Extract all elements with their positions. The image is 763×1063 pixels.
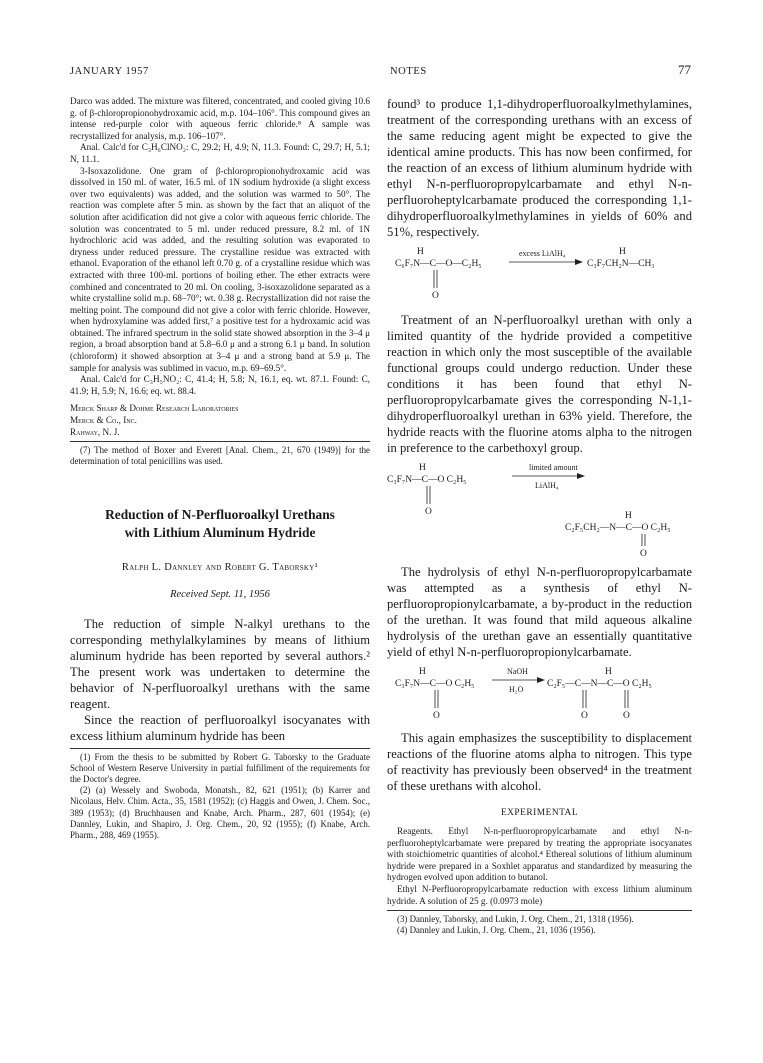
footnote-7 <box>70 445 370 467</box>
received-date: Received Sept. 11, 1956 <box>170 588 270 600</box>
running-header-section: NOTES <box>390 66 427 77</box>
eq3-reactant: C₃F₇N—C—O C₂H₅ <box>395 679 475 689</box>
footnote-4: (4) Dannley and Lukin, J. Org. Chem., 21, 1036 (1956). <box>397 925 596 936</box>
paragraph-reagents: Reagents. Ethyl N-n-perfluoropropylcarbamate and ethyl N-n-perfluoroheptylcarbamate were prepared by treating the appropriate isocyanates with stoichiometric quantities of alcohol.⁴ Ethereal solutions of lithium aluminum hydride were prepared in a Soxhlet apparatus and standardized by measuring the hydrogen evolved upon addition to butanol. <box>387 826 692 883</box>
right-column <box>387 96 692 937</box>
eq3-product-h: H <box>605 667 612 677</box>
paragraph: The hydrolysis of ethyl N-n-perfluoropropylcarbamate was attempted as a synthesis of ethyl N-perfluoropropionylcarbamate, a by-product in the reduction of the urethan. It was found that mild aqueous alkaline hydrolysis of the urethan gave an essentially quantitative yield of ethyl N-n-perfluoropropionylcarbamate. <box>387 565 692 659</box>
article-authors: Ralph L. Dannley and Robert G. Taborsky¹ <box>121 561 319 573</box>
affiliation-line: Merck Sharp & Dohme Research Laboratories <box>70 403 239 414</box>
equation-3 <box>387 664 692 726</box>
eq2-reagent-bottom: LiAlH₄ <box>535 481 559 490</box>
eq3-arrowhead <box>537 677 545 683</box>
paragraph: Since the reaction of perfluoroalkyl isocyanates with excess lithium aluminum hydride has been <box>70 712 370 743</box>
paragraph: Treatment of an N-perfluoroalkyl urethan with only a limited quantity of the hydride provided a competitive reaction in which only the most susceptible of the available functional groups could undergo reduction. Under these conditions it has been found that ethyl N-perfluoropropylcarbamate gives the corresponding N-1,1-dihydroperfluoroalkyl urethan in 63% yield. Therefore, the hydride reacts with the fluorine atoms alpha to the nitrogen in preference to the carbethoxyl group. <box>387 313 692 455</box>
footnote-3: (3) Dannley, Taborsky, and Lukin, J. Org. Chem., 21, 1318 (1956). <box>397 914 634 925</box>
equation-2 <box>387 460 692 558</box>
equation-3-figure <box>387 664 692 726</box>
body-text <box>387 96 692 240</box>
footnote-divider <box>387 910 692 911</box>
page-number: 77 <box>678 62 691 77</box>
eq1-reactant: C₆F₇N—C—O—C₂H₅ <box>395 259 482 269</box>
paragraph: Darco was added. The mixture was filtered, concentrated, and cooled giving 10.6 g. of β-chloropropionohydroxamic acid, m.p. 104–106°. This compound gives an intense red-purple color with aqueous ferric chloride.⁸ A sample was recrystallized for analysis, m.p. 106–107°. <box>70 96 370 141</box>
eq3-o: O <box>433 711 440 721</box>
eq1-arrowhead <box>575 259 583 265</box>
eq3-reagent-top: NaOH <box>507 667 528 676</box>
footnote-text: (7) The method of Boxer and Everett [Anal. Chem., 21, 670 (1949)] for the determination of total penicillins was used. <box>70 445 370 467</box>
left-column <box>70 96 370 841</box>
eq2-arrowhead <box>577 473 585 479</box>
title-line: with Lithium Aluminum Hydride <box>124 524 316 540</box>
affiliation-line: Rahway, N. J. <box>70 426 120 437</box>
footnote-divider <box>70 441 370 442</box>
equation-2-figure <box>387 460 692 558</box>
eq1-h: H <box>417 247 424 257</box>
footnote-2: (2) (a) Wessely and Swoboda, Monatsh., 82, 621 (1951); (b) Karrer and Nicolaus, Helv. Chim. Acta., 35, 1581 (1952); (c) Haggis and Owen, J. Chem. Soc., 389 (1953); (d) Bruchhausen and Knabe, Arch. Pharm., 287, 601 (1954); (e) Dannley, Lukin, and Shapiro, J. Org. Chem., 20, 92 (1955); (f) Knabe, Arch. Pharm., 288, 469 (1955). <box>70 785 370 841</box>
experimental-text <box>387 826 692 907</box>
paragraph: This again emphasizes the susceptibility to displacement reactions of the fluorine atoms alpha to nitrogen. This type of reactivity has previously been observed⁴ in the treatment of these urethans with alcohol. <box>387 731 692 793</box>
affiliation-block <box>70 403 370 438</box>
eq2-reagent-top: limited amount <box>529 463 578 472</box>
footnotes <box>70 752 370 842</box>
footnotes <box>387 914 692 936</box>
section-heading: EXPERIMENTAL <box>500 808 579 818</box>
eq2-reactant: C₃F₇N—C—O C₂H₅ <box>387 475 467 485</box>
equation-1-figure <box>387 244 692 304</box>
paragraph-reduction: Ethyl N-Perfluoropropylcarbamate reduction with excess lithium aluminum hydride. A solution of 25 g. (0.0973 mole) <box>387 883 692 906</box>
eq2-product-o: O <box>640 549 647 558</box>
eq1-o: O <box>432 291 439 301</box>
running-header-date: JANUARY 1957 <box>70 66 149 77</box>
eq3-product: C₂F₅—C—N—C—O C₂H₅ <box>547 679 652 689</box>
footnote-divider <box>70 748 370 749</box>
paragraph: The reduction of simple N-alkyl urethans to the corresponding methylalkylamines by means of lithium aluminum hydride has been reported by several authors.² The present work was undertaken to determine the behavior of N-perfluoroalkyl urethans with the same reagent. <box>70 616 370 711</box>
analysis-line: Anal. Calc'd for C₃H₅NO₂: C, 41.4; H, 5.8; N, 16.1, eq. wt. 87.1. Found: C, 41.9; H, 5.9; N, 16.6; eq. wt. 88.4. <box>70 374 370 396</box>
title-line: Reduction of N-Perfluoroalkyl Urethans <box>105 506 335 522</box>
body-text <box>387 312 692 456</box>
eq2-product: C₂F₅CH₂—N—C—O C₂H₅ <box>565 523 671 533</box>
article-title <box>70 506 370 542</box>
introduction <box>70 616 370 744</box>
analysis-line: Anal. Calc'd for C₃H₆ClNO₂: C, 29.2; H, 4.9; N, 11.3. Found: C, 29.7; H, 5.1; N, 11.1. <box>70 142 370 164</box>
eq2-o: O <box>425 507 432 517</box>
body-text <box>387 564 692 660</box>
paragraph-isoxazolidone: 3-Isoxazolidone. One gram of β-chloropropionohydroxamic acid was dissolved in 150 ml. of water, 16.5 ml. of 1N sodium hydroxide (a slight excess over two equivalents) was added, and the solution was warmed to 50°. The reaction was complete after 5 min. as shown by the fact that an aliquot of the solution after acidification did not give a color with aqueous ferric chloride. The solution was concentrated to 5 ml. under reduced pressure, 8.2 ml. of 1N hydrochloric acid was added, and the resulting solution was evaporated to dryness under reduced pressure. The crystalline residue was extracted with ethanol. Evaporation of the ethanol left 0.70 g. of a crystalline residue which was extracted with three 100-ml. portions of boiling ether. The ether extracts were combined and concentrated to 20 ml. On cooling, 3-isoxazolidone separated as a white crystalline solid m.p. 68–70°; wt. 0.38 g. Recrystallization did not raise the melting point. The compound did not give a color with ferric chloride. However, when hydroxylamine was added first,⁷ a positive test for a hydroxamic acid was obtained. The infrared spectrum in the solid state showed absorption in the 3–4 μ region, a broad absorption band at 5.8–6.0 μ and a strong 6.1 μ band. In solution (chloroform) it showed absorption at 3–4 μ and a strong band at 5.9 μ. The sample for analysis was sublimed in vacuo, m.p. 69–69.5°. <box>70 165 370 373</box>
eq3-reagent-bottom: H₂O <box>509 685 524 694</box>
body-text <box>387 730 692 794</box>
eq1-reagent: excess LiAlH₄ <box>519 249 566 258</box>
eq3-product-o2: O <box>623 711 630 721</box>
eq3-product-o1: O <box>581 711 588 721</box>
eq1-product-h: H <box>619 247 626 257</box>
eq3-h: H <box>419 667 426 677</box>
eq2-product-h: H <box>625 511 632 521</box>
paragraph: found³ to produce 1,1-dihydroperfluoroalkylmethylamines, treatment of the corresponding urethans with an excess of the same reducing agent might be expected to give the identical amine products. This has now been confirmed, for the reaction of an excess of lithium aluminum hydride with ethyl N-n-perfluoropropylcarbamate and ethyl N-n-perfluoroheptylcarbamate produced the corresponding 1,1-dihydroperfluoroalkylmethylamines in yields of 60% and 51%, respectively. <box>387 97 692 239</box>
footnote-1: (1) From the thesis to be submitted by Robert G. Taborsky to the Graduate School of Western Reserve University in partial fulfillment of the requirements for the Doctor's degree. <box>70 751 370 785</box>
eq2-h: H <box>419 463 426 473</box>
continued-experimental <box>70 96 370 397</box>
eq1-product: C₃F₇CH₂N—CH₃ <box>587 259 655 269</box>
equation-1 <box>387 244 692 304</box>
affiliation-line: Merck & Co., Inc. <box>70 415 137 426</box>
